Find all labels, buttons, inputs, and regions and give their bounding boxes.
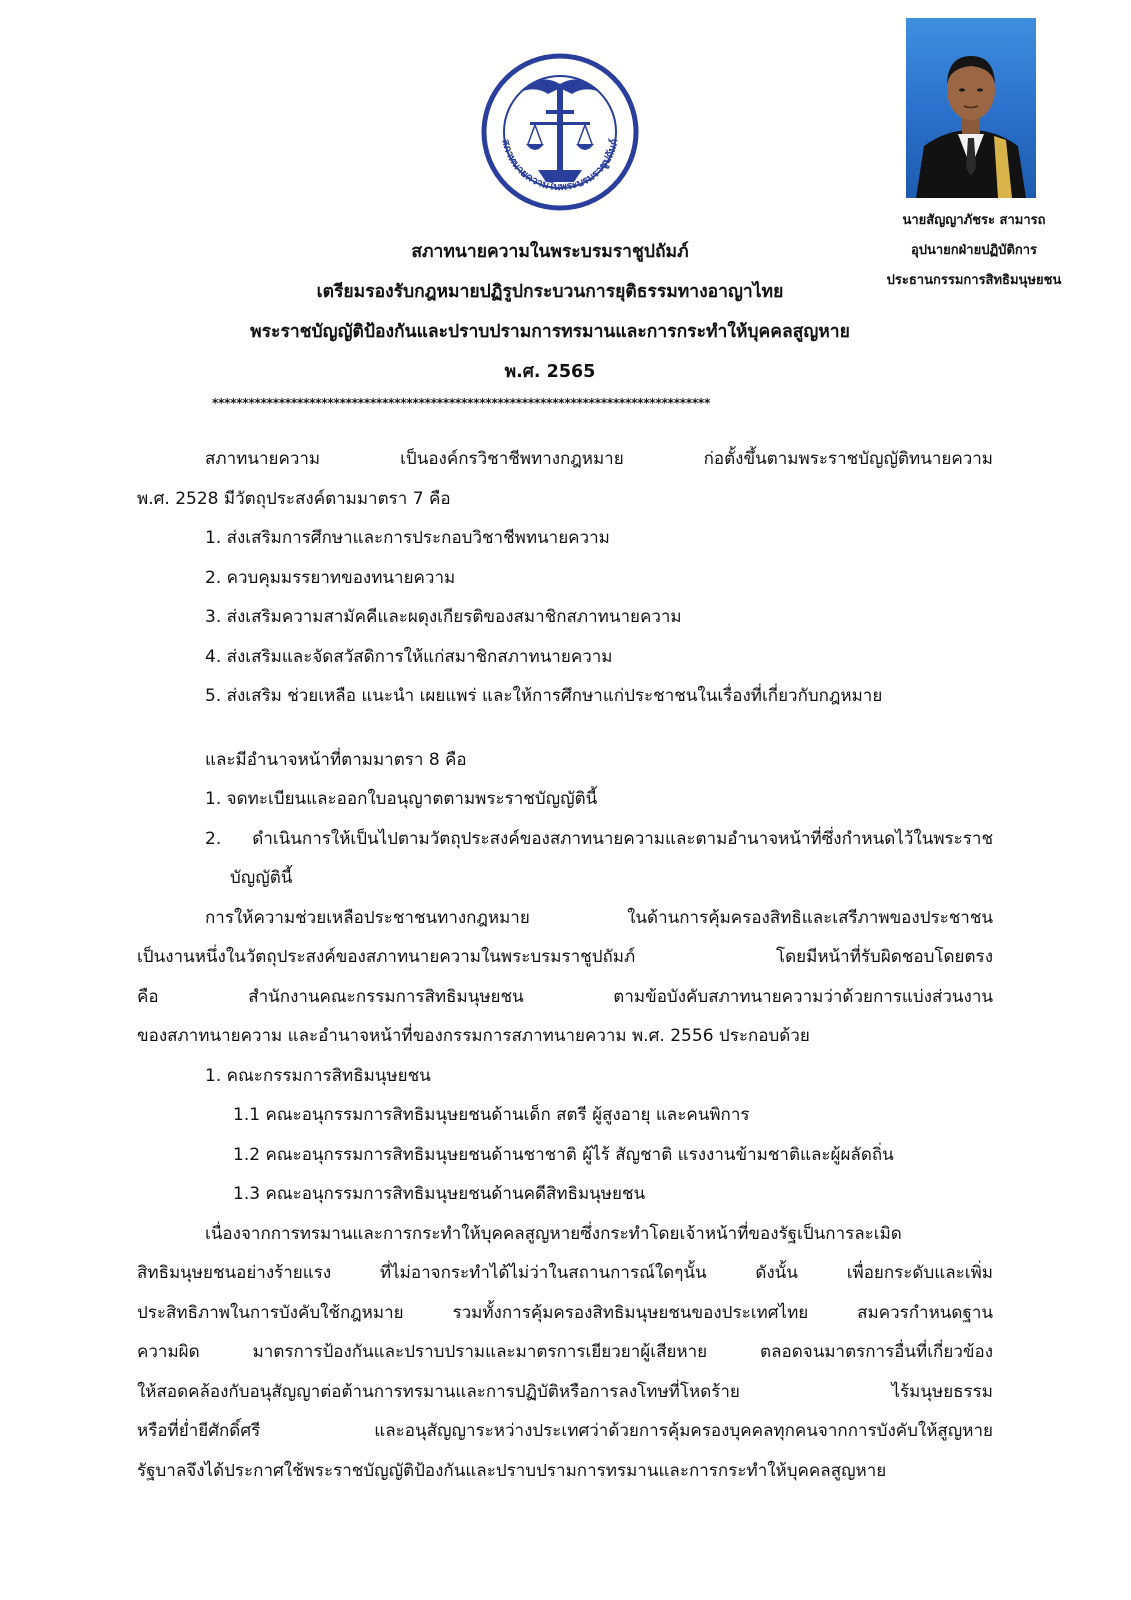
portrait-photo — [906, 18, 1036, 198]
list-item: 4. ส่งเสริมและจัดสวัสดิการให้แก่สมาชิกสภาทนายความ — [205, 646, 613, 667]
list-item: 1.2 คณะอนุกรรมการสิทธิมนุษยชนด้านชาชาติ ผู้ไร้ สัญชาติ แรงงานข้ามชาติและผู้ผลัดถิ่น — [233, 1144, 894, 1165]
caption-role: ประธานกรรมการสิทธิมนุษยชน — [886, 273, 1062, 288]
header-year: พ.ศ. 2565 — [504, 362, 596, 382]
seal-text: สภาทนายความในพระบรมราชูปถัมภ์ — [499, 137, 621, 194]
committee-item: 1. คณะกรรมการสิทธิมนุษยชน — [205, 1065, 431, 1086]
closing-paragraph — [137, 1215, 993, 1492]
document-header — [160, 232, 940, 392]
list-item: 3. ส่งเสริมความสามัคคีและผดุงเกียรติของสมาชิกสภาทนายความ — [205, 607, 682, 627]
list-item: 5. ส่งเสริม ช่วยเหลือ แนะนำ เผยแพร่ และให้การศึกษาแก่ประชาชนในเรื่องที่เกี่ยวกับกฎหมาย — [205, 686, 883, 706]
paragraph-line: ให้สอดคล้องกับอนุสัญญาต่อต้านการทรมานและการปฏิบัติหรือการลงโทษที่โหดร้าย ไร้มนุษยธรรม — [137, 1381, 993, 1402]
document-body — [137, 440, 993, 1491]
paragraph-line: คือ สำนักงานคณะกรรมการสิทธิมนุษยชน ตามข้อบังคับสภาทนายความว่าด้วยการแบ่งส่วนงาน — [137, 986, 993, 1007]
caption-position: อุปนายกฝ่ายปฏิบัติการ — [910, 243, 1038, 258]
paragraph-line: ความผิด มาตรการป้องกันและปราบปรามและมาตรการเยียวยาผู้เสียหาย ตลอดจนมาตรการอื่นที่เกี่ยวข้อง — [137, 1342, 993, 1362]
list-item: 1.1 คณะอนุกรรมการสิทธิมนุษยชนด้านเด็ก สตรี ผู้สูงอายุ และคนพิการ — [233, 1105, 750, 1125]
powers-intro: และมีอำนาจหน้าที่ตามมาตรา 8 คือ — [205, 749, 467, 770]
header-subject: เตรียมรองรับกฎหมายปฏิรูปกระบวนการยุติธรรมทางอาญาไทย — [316, 282, 784, 302]
paragraph-line: การให้ความช่วยเหลือประชาชนทางกฎหมาย ในด้านการคุ้มครองสิทธิและเสรีภาพของประชาชน — [205, 907, 993, 928]
intro-paragraph-line-1: สภาทนายความ เป็นองค์กรวิชาชีพทางกฎหมาย ก่อตั้งขึ้นตามพระราชบัญญัติทนายความ — [205, 449, 993, 469]
legal-aid-paragraph — [137, 899, 993, 1057]
paragraph-line: ของสภาทนายความ และอำนาจหน้าที่ของกรรมการสภาทนายความ พ.ศ. 2556 ประกอบด้วย — [137, 1026, 810, 1046]
power-item-2: 2. ดำเนินการให้เป็นไปตามวัตถุประสงค์ของสภาทนายความและตามอำนาจหน้าที่ซึ่งกำหนดไว้ในพระราชบัญญัตินี้ — [205, 828, 993, 888]
list-item: 2. ควบคุมมรรยาทของทนายความ — [205, 567, 456, 588]
objectives-list — [137, 519, 993, 717]
person-portrait-icon — [906, 18, 1036, 198]
list-item: 1. ส่งเสริมการศึกษาและการประกอบวิชาชีพทนายความ — [205, 528, 610, 548]
separator-line: ********************************************************************************** — [212, 396, 711, 410]
power-item-1: 1. จดทะเบียนและออกใบอนุญาตตามพระราชบัญญัตินี้ — [205, 789, 598, 809]
caption-name: นายสัญญาภัชระ สามารถ — [902, 213, 1046, 228]
law-society-seal-logo — [480, 52, 640, 212]
list-item: 1.3 คณะอนุกรรมการสิทธิมนุษยชนด้านคดีสิทธิมนุษยชน — [233, 1184, 646, 1204]
paragraph-line: สิทธิมนุษยชนอย่างร้ายแรง ที่ไม่อาจกระทำได้ไม่ว่าในสถานการณ์ใดๆนั้น ดังนั้น เพื่อยกระดับและเพิ่ม — [137, 1263, 993, 1283]
paragraph-line: หรือที่ย่ำยีศักดิ์ศรี และอนุสัญญาระหว่างประเทศว่าด้วยการคุ้มครองบุคคลทุกคนจากการบังคับให้สูญหาย — [137, 1421, 993, 1441]
paragraph-line: เนื่องจากการทรมานและการกระทำให้บุคคลสูญหายซึ่งกระทำโดยเจ้าหน้าที่ของรัฐเป็นการละเมิด — [205, 1223, 902, 1244]
paragraph-line: ประสิทธิภาพในการบังคับใช้กฎหมาย รวมทั้งการคุ้มครองสิทธิมนุษยชนของประเทศไทย สมควรกำหนดฐาน — [137, 1302, 993, 1323]
paragraph-line: เป็นงานหนึ่งในวัตถุประสงค์ของสภาทนายความในพระบรมราชูปถัมภ์ โดยมีหน้าที่รับผิดชอบโดยตรง — [137, 947, 993, 967]
header-organization: สภาทนายความในพระบรมราชูปถัมภ์ — [411, 242, 689, 262]
header-act-title: พระราชบัญญัติป้องกันและปราบปรามการทรมานและการกระทำให้บุคคลสูญหาย — [250, 322, 850, 342]
paragraph-line: รัฐบาลจึงได้ประกาศใช้พระราชบัญญัติป้องกันและปราบปรามการทรมานและการกระทำให้บุคคลสูญหาย — [137, 1460, 887, 1481]
intro-paragraph-line-2: พ.ศ. 2528 มีวัตถุประสงค์ตามมาตรา 7 คือ — [137, 488, 451, 509]
subcommittee-list — [137, 1096, 993, 1215]
